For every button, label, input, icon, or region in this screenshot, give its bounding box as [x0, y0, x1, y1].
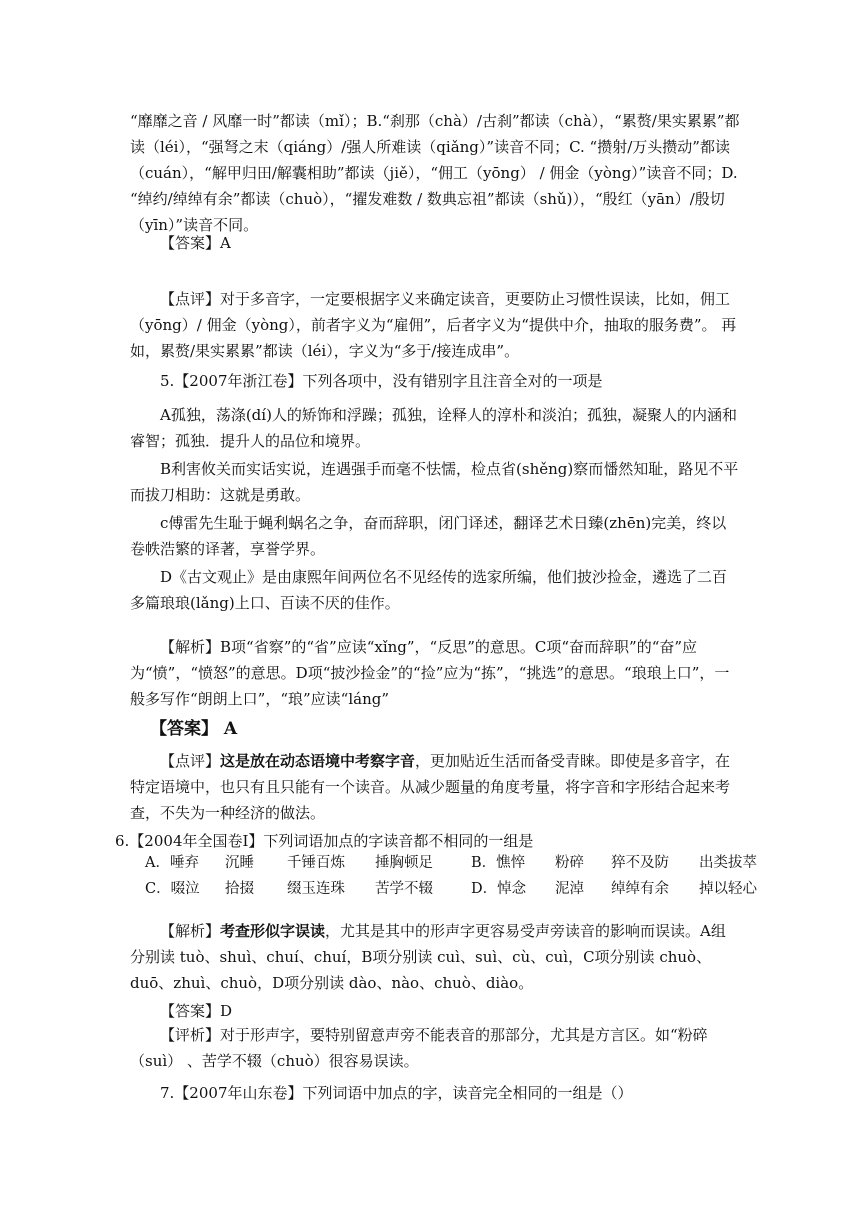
q6-answer: 【答案】D — [160, 1002, 233, 1020]
q5-answer: 【答案】 A — [150, 719, 238, 739]
q5-comment — [130, 748, 740, 826]
q6-option-item: 沉睡 — [225, 855, 254, 871]
q4-analysis-text: “靡靡之音 / 风靡一时”都读（mǐ）；B.“刹那（chà）/古刹”都读（chà），“累赘/果实累累”都读（léi），“强弩之末（qiáng）/强人所难读（qiǎng）”读音不同；C. “攒射/万头攒动”都读（cuán），“解甲归田/解囊相助”都读（jiě），“佣工（yōng） / 佣金（yòng）”读音不同；D. “绰约/绰绰有余”都读（chuò），“擢发难数 / 数典忘祖”都读（shǔ)），“殷红（yān）/殷切（yīn）”读音不同。 — [130, 112, 740, 234]
q5-title: 5.【2007年浙江卷】下列各项中，没有错别字且注音全对的一项是 — [160, 372, 603, 390]
q6-comment: 【评析】对于形声字，要特别留意声旁不能表音的那部分，尤其是方言区。如“粉碎（suì） 、苦学不辍（chuò）很容易误读。 — [130, 1026, 708, 1070]
q6-option-item: 绰绰有余 — [611, 881, 669, 897]
q5-comment-body: ，更加贴近生活而备受青睐。即使是多音字，在特定语境中，也只有且只能有一个读音。从减少题量的角度考量，将字音和字形结合起来考查，不失为一种经济的做法。 — [130, 752, 731, 822]
q6-option-item: 猝不及防 — [611, 855, 669, 871]
q6-analysis — [130, 918, 740, 996]
q4-comment: 【点评】对于多音字，一定要根据字义来确定读音，更要防止习惯性误读，比如，佣工（yōng）/ 佣金（yòng），前者字义为“雇佣”，后者字义为“提供中介，抽取的服务费”。 再如，累赘/果实累累”都读（léi），字义为“多于/接连成串”。 — [130, 290, 737, 360]
q6-option-item: 苦学不辍 — [375, 881, 433, 897]
q6-analysis-label: 【解析】 — [160, 922, 221, 940]
q5-option-a: A孤独，荡涤(dí)人的矫饰和浮躁；孤独，诠释人的淳朴和淡泊；孤独，凝聚人的内涵和睿智；孤独．提升人的品位和境界。 — [130, 406, 737, 450]
q6-analysis-emphasis: 考查形似字误读 — [220, 922, 326, 940]
q6-title: 6.【2004年全国卷Ⅰ】下列词语加点的字读音都不相同的一组是 — [115, 832, 534, 850]
q4-answer: 【答案】A — [160, 234, 231, 252]
q6-option-item: 捶胸顿足 — [375, 855, 433, 871]
q6-option-item: A．唾弃 — [145, 855, 199, 871]
q6-option-item: D．悼念 — [471, 881, 527, 897]
q6-option-item: 拾掇 — [225, 881, 254, 897]
q5-option-c: c傅雷先生耻于蝇利蜗名之争，奋而辞职，闭门译述，翻译艺术日臻(zhēn)完美，终以卷帙浩繁的译著，享誉学界。 — [130, 514, 727, 558]
q6-option-item: 缀玉连珠 — [287, 881, 345, 897]
q7-title: 7.【2007年山东卷】下列词语中加点的字，读音完全相同的一组是（） — [160, 1084, 633, 1102]
q5-comment-label: 【点评】 — [160, 752, 221, 770]
q6-analysis-body: ，尤其是其中的形声字更容易受声旁读音的影响而误读。A组分别读 tuò、shuì、chuí、chuí，B项分别读 cuì、suì、cù、cuì，C项分别读 chuò、duō、zhuì、chuò，D项分别读 dào、nào、chuò、diào。 — [130, 922, 726, 992]
q5-option-d: D《古文观止》是由康熙年间两位名不见经传的选家所编，他们披沙捡金，遴选了二百多篇琅琅(lǎng)上口、百读不厌的佳作。 — [130, 568, 728, 612]
q6-option-item: 粉碎 — [555, 855, 584, 871]
q5-comment-emphasis: 这是放在动态语境中考察字音 — [220, 752, 416, 770]
q6-option-item: 掉以轻心 — [699, 881, 757, 897]
q5-analysis: 【解析】B项“省察”的“省”应读“xǐng”，“反思”的意思。C项“奋而辞职”的“奋”应为“愤”，“愤怒”的意思。D项“披沙捡金”的“捡”应为“拣”，“挑选”的意思。“琅琅上口”，一般多写作“朗朗上口”，“琅”应读“láng” — [130, 638, 730, 708]
q6-option-item: B．憔悴 — [471, 855, 526, 871]
q5-option-b: B利害攸关而实话实说，连遇强手而毫不怯懦，检点省(shěng)察而憣然知耻，路见不平而拔刀相助：这就是勇敢。 — [130, 460, 739, 504]
q6-option-item: 泥淖 — [555, 881, 584, 897]
q6-option-item: 千锤百炼 — [287, 855, 345, 871]
q6-option-item: C．啜泣 — [145, 881, 200, 897]
q6-options-row-2 — [145, 878, 769, 900]
q6-options-row-1 — [145, 852, 769, 874]
q6-option-item: 出类拔萃 — [699, 855, 757, 871]
